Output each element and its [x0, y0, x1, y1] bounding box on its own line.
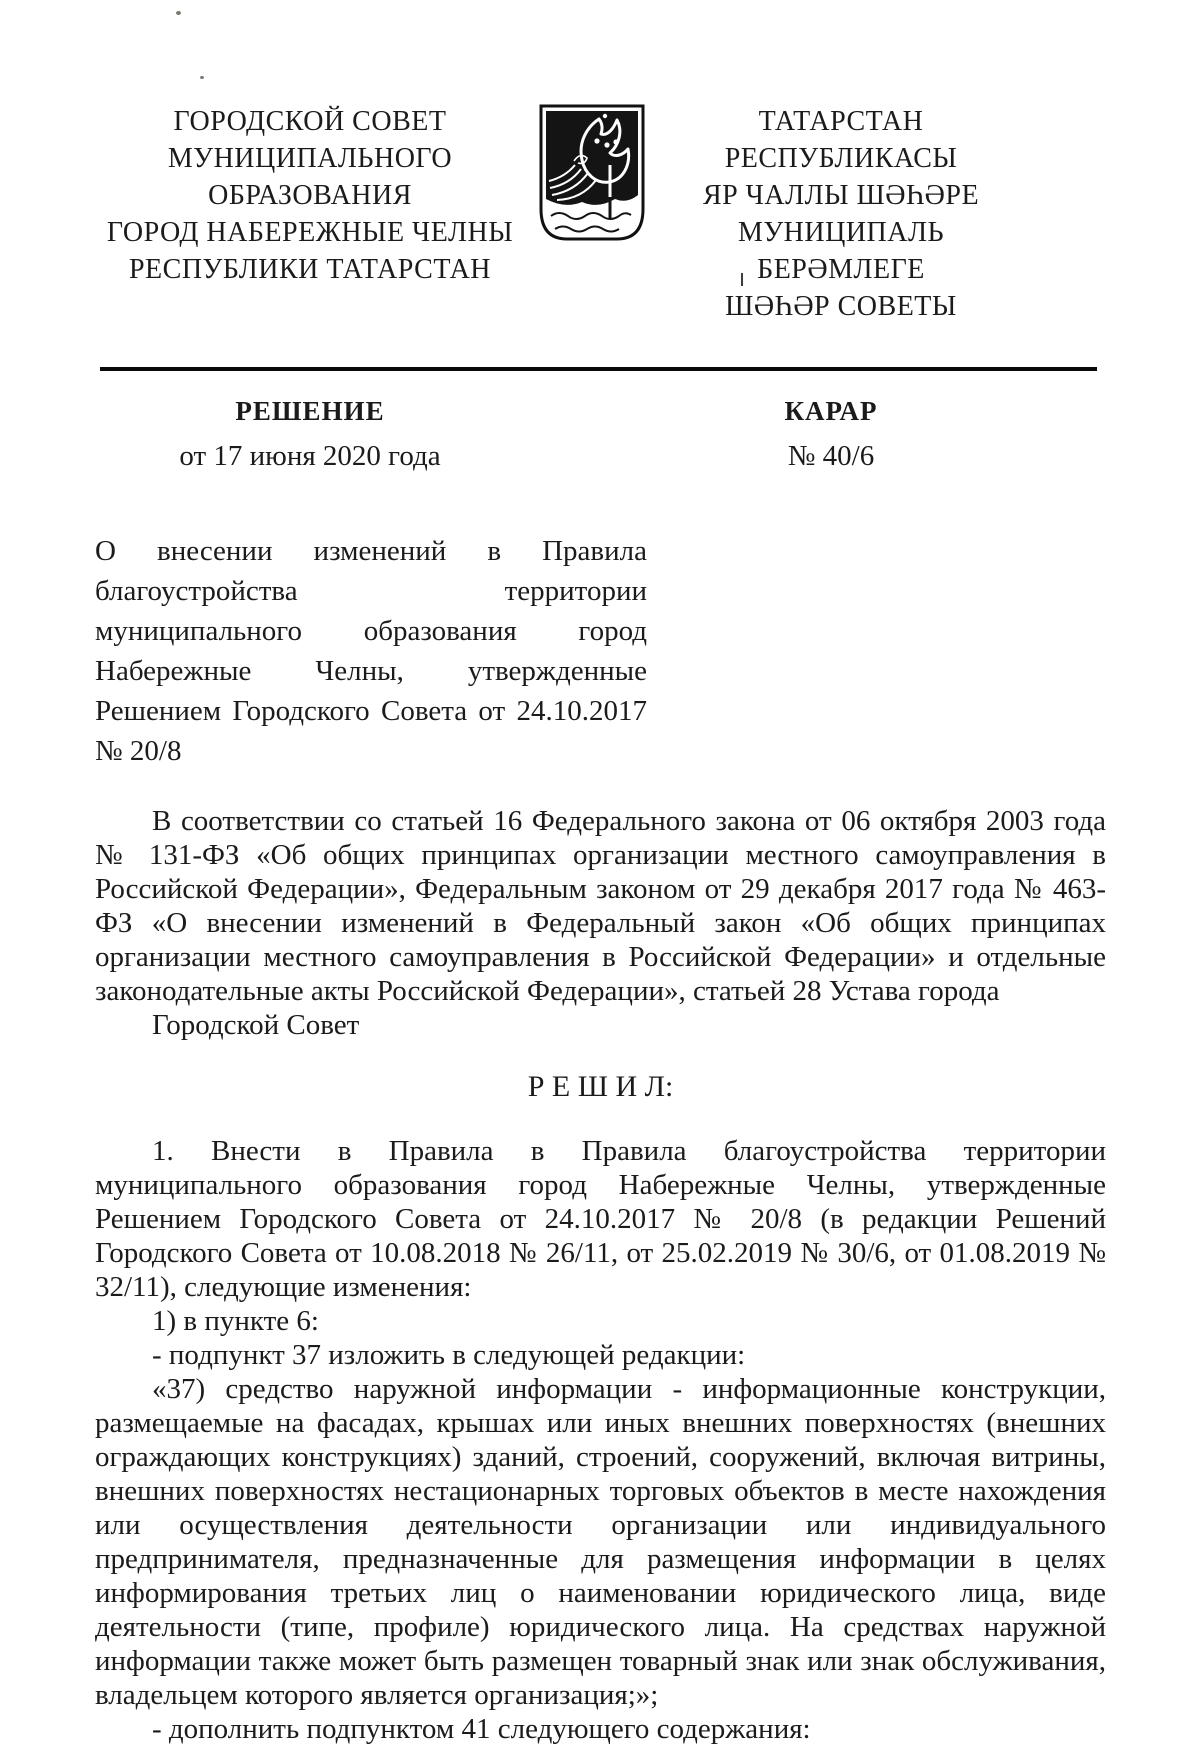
body-paragraph-5: - дополнить подпунктом 41 следующего содержания:	[152, 1713, 811, 1745]
body-paragraph-4: «37) средство наружной информации - информационные конструкции, размещаемые на фасадах, крышах или иных внешних поверхностях (внешних ограждающих конструкциях) зданий, строений, сооружений, включая витрины, внешних поверхностях нестационарных торговых объектов в месте нахождения или осуществления деятельности организации или индивидуального предпринимателя, предназначенные для размещения информации в целях информирования третьих лиц о наименовании юридического лица, виде деятельности (типе, профиле) юридического лица. На средствах наружной информации также может быть размещен товарный знак или знак обслуживания, владельцем которого является организация;»;	[95, 1373, 1106, 1711]
org-name-ru-line: ГОРОД НАБЕРЕЖНЫЕ ЧЕЛНЫ	[106, 217, 514, 248]
scan-speck	[176, 11, 181, 15]
org-name-tatar	[657, 103, 1025, 325]
preamble-closing: Городской Совет	[152, 1009, 360, 1041]
doc-date-row	[0, 440, 1201, 473]
org-name-russian	[95, 103, 525, 288]
header-divider-rule	[100, 367, 1097, 371]
letterhead	[0, 0, 1201, 325]
doc-body	[95, 804, 1106, 1746]
doc-type-spacer	[525, 396, 647, 427]
doc-type-tatar: КАРАР	[784, 396, 878, 426]
preamble-paragraph: В соответствии со статьей 16 Федерального закона от 06 октября 2003 года № 131-ФЗ «Об общих принципах организации местного самоуправления в Российской Федерации», Федеральным законом от 29 декабря 2017 года № 463-ФЗ «О внесении изменений в Федеральный закон «Об общих принципах организации местного самоуправления в Российской Федерации» и отдельные законодательные акты Российской Федерации», статьей 28 Устава города	[95, 805, 1106, 1007]
body-paragraph-1: 1. Внести в Правила в Правила благоустройства территории муниципального образования город Набережные Челны, утвержденные Решением Городского Совета от 24.10.2017 № 20/8 (в редакции Решений Городского Совета от 10.08.2018 № 26/11, от 25.02.2019 № 30/6, от 01.08.2019 № 32/11), следующие изменения:	[95, 1135, 1106, 1303]
org-name-ru-line: МУНИЦИПАЛЬНОГО ОБРАЗОВАНИЯ	[167, 143, 453, 211]
doc-title: О внесении изменений в Правила благоустройства территории муниципального образования город Набережные Челны, утвержденные Решением Городского Совета от 24.10.2017 № 20/8	[95, 535, 647, 767]
doc-type-russian: РЕШЕНИЕ	[235, 396, 385, 426]
doc-number: № 40/6	[787, 440, 875, 472]
scan-speck	[200, 76, 204, 79]
doc-date: от 17 июня 2020 года	[179, 440, 441, 472]
org-name-tt-line: МУНИЦИПАЛЬ БЕРӘМЛЕГЕ	[737, 217, 945, 285]
org-name-tt-line: ШӘҺӘР СОВЕТЫ	[725, 291, 957, 322]
org-name-ru-line: РЕСПУБЛИКИ ТАТАРСТАН	[128, 254, 492, 285]
body-paragraph-2: 1) в пункте 6:	[152, 1305, 319, 1337]
doc-type-row	[0, 396, 1201, 427]
coat-of-arms-icon	[537, 103, 647, 243]
scan-tick-mark	[741, 273, 743, 286]
org-name-ru-line: ГОРОДСКОЙ СОВЕТ	[173, 106, 447, 137]
org-name-tt-line: ТАТАРСТАН РЕСПУБЛИКАСЫ	[724, 106, 958, 174]
org-name-tt-line: ЯР ЧАЛЛЫ ШӘҺӘРЕ	[702, 180, 980, 211]
body-paragraph-3: - подпункт 37 изложить в следующей редакции:	[152, 1339, 746, 1371]
doc-date-spacer	[525, 440, 647, 473]
resolution-heading: Р Е Ш И Л:	[527, 1070, 674, 1103]
